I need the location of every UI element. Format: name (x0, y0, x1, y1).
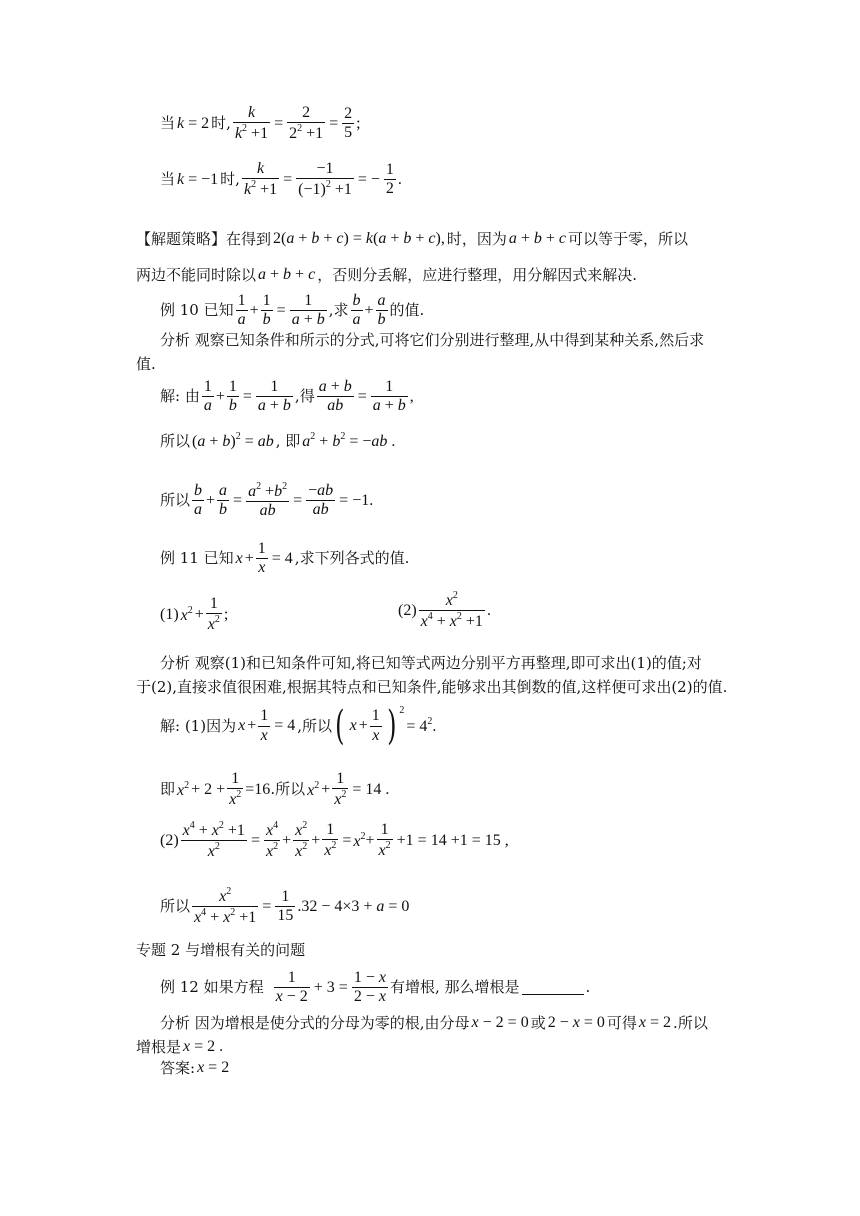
case-when: 时, (211, 114, 231, 133)
strategy-line-1: 【解题策略】 在得到 2(a + b + c) = k(a + b + c), 时，因为 a + b + c 可以等于零，所以 (136, 229, 689, 248)
answer-label: 答案: (160, 1058, 196, 1077)
solution-10-line-3: 所以 $\frac{b}{a}$ + $\frac{a}{b}$ = $\frac{a^2 +b^2}{ab}$ = $\frac{-ab}{ab}$ = −1. (160, 481, 374, 520)
analysis-10: 分析 观察已知条件和所示的分式,可将它们分别进行整理,从中得到某种关系,然后求 (160, 331, 705, 349)
solution-10-line-2: 所以 $(a + b)^2$ = ab , 即 $a^2 + b^2 = -ab$ . (160, 431, 396, 450)
analysis-10-cont: 值. (136, 355, 156, 373)
answer-blank[interactable] (522, 980, 584, 995)
case-label: 当 (160, 170, 176, 189)
example-label: 例 11 已知 (160, 549, 234, 568)
solution-11-line-2: 即 $x^2$ + 2 + $\frac{1}{x^2}$ =16 .所以 $x^2$ + $\frac{1}{x^2}$ = 14 . (160, 770, 390, 809)
analysis-12: 分析 因为增根是使分式的分母为零的根,由分母 x − 2 = 0 或 2 − x = 0 可得 x = 2 .所以 (160, 1013, 708, 1032)
example-11-part-1: (1) $x^2$ + $\frac{1}{x^2}$ ; (160, 595, 229, 634)
solution-11-line-1: 解: (1)因为 x + $\frac{1}{x}$ = 4 ,所以 ( x + $\frac{1}{x}$ ) 2 = $4^2$. (160, 703, 437, 749)
solution-11-line-4: 所以 $\frac{x^2}{x^4 + x^2 +1}$ = $\frac{1}{15}$ .32 − 4×3 + a = 0 (160, 886, 410, 927)
example-11: 例 11 已知 x + $\frac{1}{x}$ = 4 ,求下列各式的值. (160, 540, 410, 577)
answer-12: 答案: x = 2 (160, 1058, 230, 1077)
case-k-neg1: 当 k = −1 时, $\frac{k}{k^2 +1}$ = $\frac{-1}{(-1)^2 +1}$ = − $\frac{1}{2}$ . (160, 160, 402, 199)
example-12: 例 12 如果方程 $\frac{1}{x - 2}$ + 3 = $\frac{1 - x}{2 - x}$ 有增根, 那么增根是 . (160, 969, 591, 1006)
example-11-part-2: (2) $\frac{x^2}{x^4 + x^2 +1}$ . (398, 590, 491, 631)
example-label: 例 12 如果方程 (160, 978, 264, 997)
case-label: 当 (160, 114, 176, 133)
analysis-12-cont: 增根是 x = 2 . (136, 1037, 224, 1056)
case-k-2: 当 k = 2 时, $\frac{k}{k^2 +1}$ = $\frac{2}{2^2 +1}$ = $\frac{2}{5}$ ; (160, 104, 361, 143)
solution-10-line-1: 解: 由 $\frac{1}{a}$ + $\frac{1}{b}$ = $\frac{1}{a + b}$ ,得 $\frac{a + b}{ab}$ = $\frac{1}{a + b}$ , (160, 378, 414, 415)
strategy-heading: 【解题策略】 (136, 229, 227, 248)
case-when: 时, (220, 170, 240, 189)
example-10: 例 10 已知 $\frac{1}{a}$ + $\frac{1}{b}$ = $\frac{1}{a + b}$ ,求 $\frac{b}{a}$ + $\frac{a}{b}$ 的值. (160, 292, 425, 329)
strategy-line-2: 两边不能同时除以 a + b + c ，否则分丢解，应进行整理，用分解因式来解决. (136, 265, 637, 284)
solution-11-line-3: (2) $\frac{x^4 + x^2 +1}{x^2}$ = $\frac{x^4}{x^2}$ + $\frac{x^2}{x^2}$ + $\frac{1}{x^2}$ = $x^2$ + $\frac{1}{x^2}$ +1 = 14 +1 = 15 , (160, 820, 509, 861)
topic-heading: 专题 2 与增根有关的问题 (136, 941, 306, 959)
analysis-11-cont: 于(2),直接求值很困难,根据其特点和已知条件,能够求出其倒数的值,这样便可求出(2)的值. (136, 678, 728, 696)
example-label: 例 10 已知 (160, 301, 234, 320)
analysis-11: 分析 观察(1)和已知条件可知,将已知等式两边分别平方再整理,即可求出(1)的值;对 (160, 654, 702, 672)
